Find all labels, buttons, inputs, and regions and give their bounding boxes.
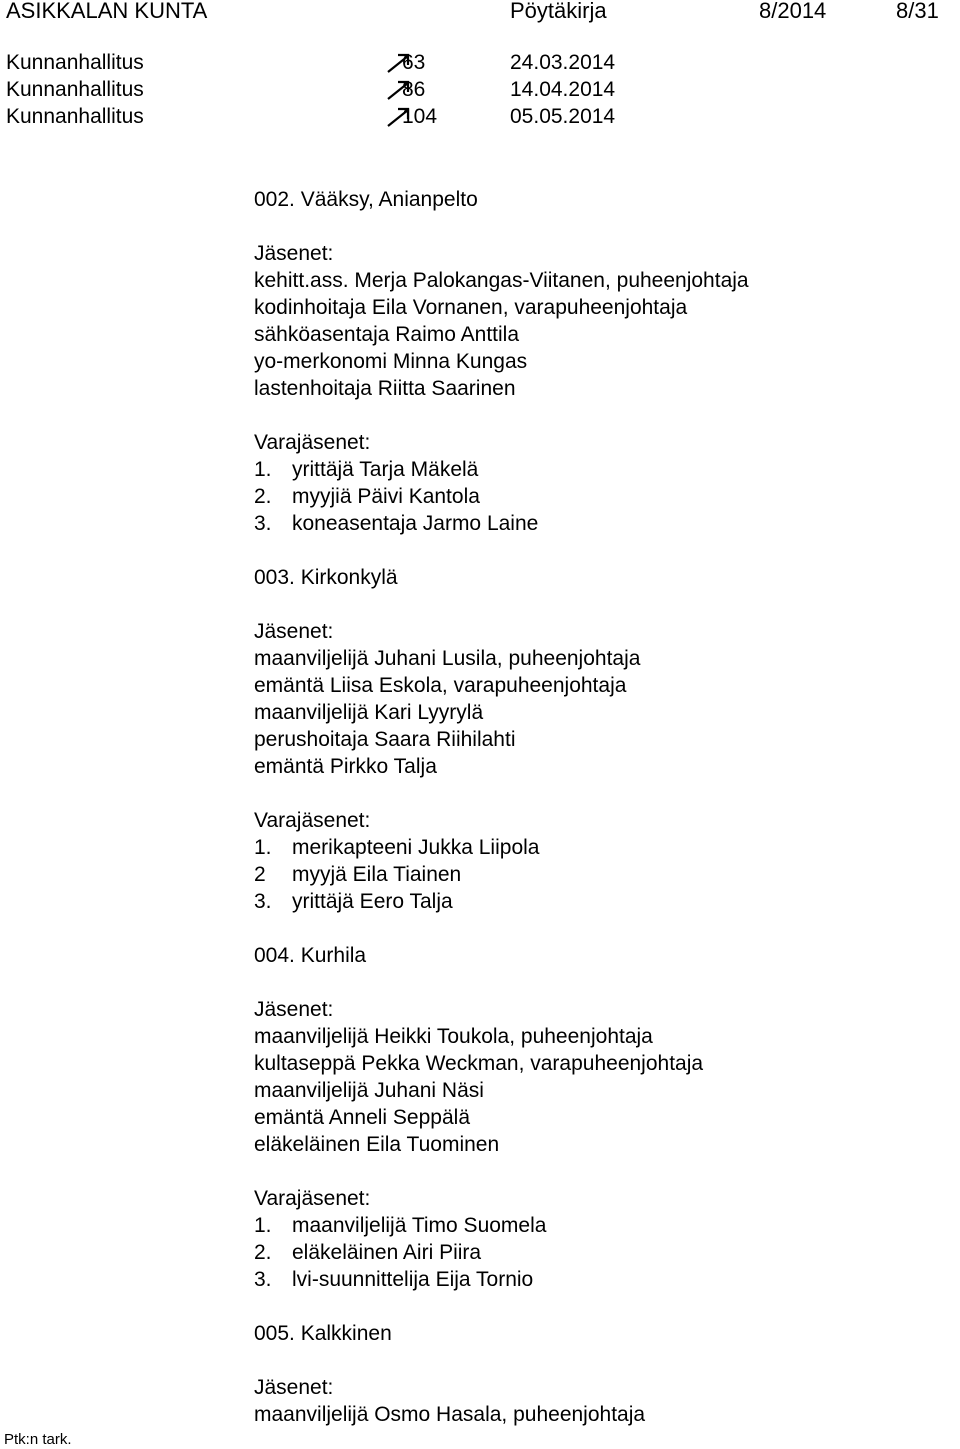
reference-body: Kunnanhallitus xyxy=(6,51,144,74)
deputy-name: eläkeläinen Airi Piira xyxy=(292,1241,482,1264)
footer-label: Ptk:n tark. xyxy=(4,1431,72,1448)
deputy-name: koneasentaja Jarmo Laine xyxy=(292,512,539,535)
deputy-name: merikapteeni Jukka Liipola xyxy=(292,836,540,859)
deputy xyxy=(254,510,954,537)
deputy-name: myyjiä Päivi Kantola xyxy=(292,485,480,508)
deputy-number: 1. xyxy=(254,458,272,481)
member: kultaseppä Pekka Weckman, varapuheenjohtaja xyxy=(254,1052,704,1075)
member: maanviljelijä Juhani Lusila, puheenjohtaja xyxy=(254,647,641,670)
deputy-name: lvi-suunnittelija Eija Tornio xyxy=(292,1268,534,1291)
deputy-number: 2. xyxy=(254,485,272,508)
deputy xyxy=(254,483,954,510)
deputy-name: myyjä Eila Tiainen xyxy=(292,863,462,886)
deputy xyxy=(254,1239,954,1266)
deputy-number: 3. xyxy=(254,890,272,913)
deputy xyxy=(254,456,954,483)
section-title: 004. Kurhila xyxy=(254,944,367,967)
deputy-number: 1. xyxy=(254,836,272,859)
member: lastenhoitaja Riitta Saarinen xyxy=(254,377,516,400)
deputy-number: 1. xyxy=(254,1214,272,1237)
reference-body: Kunnanhallitus xyxy=(6,78,144,101)
sections xyxy=(254,186,954,1428)
member: maanviljelijä Juhani Näsi xyxy=(254,1079,484,1102)
deputies-label: Varajäsenet: xyxy=(254,809,371,832)
members-label: Jäsenet: xyxy=(254,998,334,1021)
members-label: Jäsenet: xyxy=(254,242,334,265)
doc-number: 8/2014 xyxy=(759,0,827,23)
section-title: 003. Kirkonkylä xyxy=(254,566,398,589)
member: maanviljelijä Kari Lyyrylä xyxy=(254,701,484,724)
deputy xyxy=(254,1266,954,1293)
reference-date: 14.04.2014 xyxy=(510,78,616,101)
deputy-name: yrittäjä Eero Talja xyxy=(292,890,453,913)
reference-body: Kunnanhallitus xyxy=(6,105,144,128)
section-title: 002. Vääksy, Anianpelto xyxy=(254,188,478,211)
member: emäntä Liisa Eskola, varapuheenjohtaja xyxy=(254,674,627,697)
doc-type: Pöytäkirja xyxy=(510,0,607,23)
deputy-name: yrittäjä Tarja Mäkelä xyxy=(292,458,479,481)
deputy-number: 3. xyxy=(254,1268,272,1291)
section-kurhila xyxy=(254,942,954,1320)
reference-date: 24.03.2014 xyxy=(510,51,616,74)
reference-number: 104 xyxy=(402,105,438,128)
member: kodinhoitaja Eila Vornanen, varapuheenjohtaja xyxy=(254,296,688,319)
member: maanviljelijä Osmo Hasala, puheenjohtaja xyxy=(254,1403,646,1426)
deputy xyxy=(254,861,954,888)
reference-date: 05.05.2014 xyxy=(510,105,616,128)
deputy-number: 2. xyxy=(254,1241,272,1264)
deputy xyxy=(254,888,954,915)
member: maanviljelijä Heikki Toukola, puheenjohtaja xyxy=(254,1025,653,1048)
deputy-number: 3. xyxy=(254,512,272,535)
org-name: ASIKKALAN KUNTA xyxy=(6,0,208,23)
deputy xyxy=(254,1212,954,1239)
section-kalkkinen xyxy=(254,1320,954,1428)
member: perushoitaja Saara Riihilahti xyxy=(254,728,516,751)
reference-number: 63 xyxy=(402,51,426,74)
member: emäntä Pirkko Talja xyxy=(254,755,437,778)
deputy xyxy=(254,834,954,861)
page-number: 8/31 xyxy=(896,0,939,23)
member: emäntä Anneli Seppälä xyxy=(254,1106,470,1129)
deputy-name: maanviljelijä Timo Suomela xyxy=(292,1214,547,1237)
section-title: 005. Kalkkinen xyxy=(254,1322,392,1345)
section-kirkonkyla xyxy=(254,564,954,942)
deputy-number: 2 xyxy=(254,863,266,886)
member: kehitt.ass. Merja Palokangas-Viitanen, puheenjohtaja xyxy=(254,269,749,292)
members-label: Jäsenet: xyxy=(254,620,334,643)
members-label: Jäsenet: xyxy=(254,1376,334,1399)
member: eläkeläinen Eila Tuominen xyxy=(254,1133,500,1156)
deputies-label: Varajäsenet: xyxy=(254,1187,371,1210)
reference-number: 86 xyxy=(402,78,426,101)
section-vaaksy xyxy=(254,186,954,564)
deputies-label: Varajäsenet: xyxy=(254,431,371,454)
member: sähköasentaja Raimo Anttila xyxy=(254,323,519,346)
member: yo-merkonomi Minna Kungas xyxy=(254,350,528,373)
